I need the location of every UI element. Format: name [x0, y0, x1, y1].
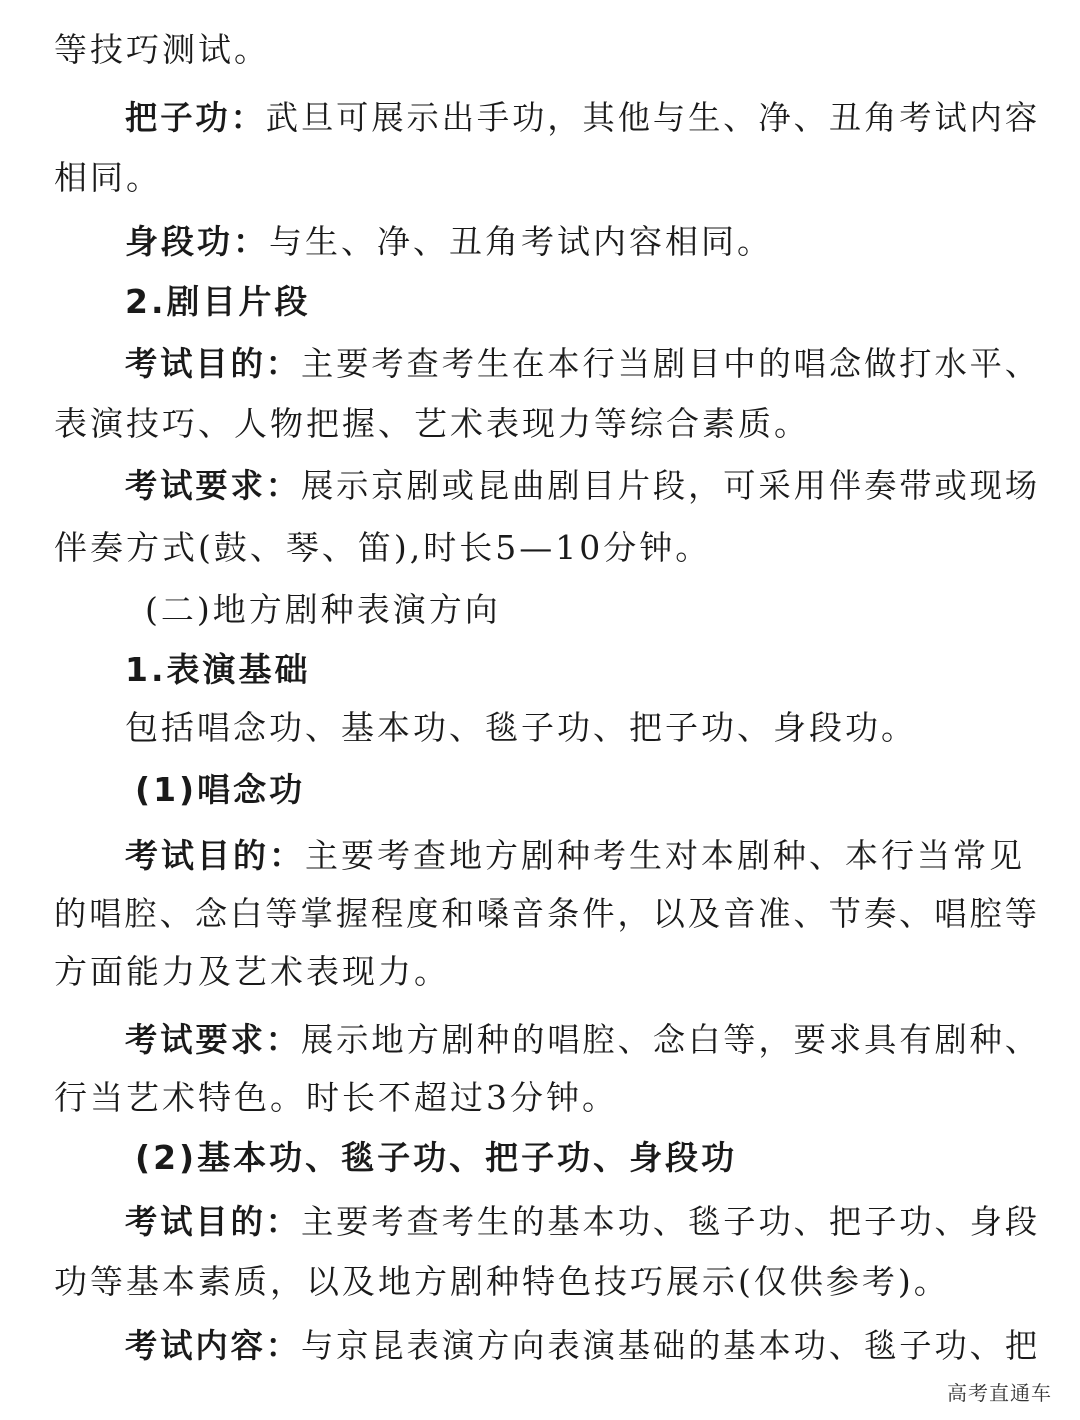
term-label: 考试目的： [125, 1202, 301, 1241]
body-text: 相同。 [54, 158, 162, 197]
paragraph-line [125, 98, 1040, 138]
body-text: 主要考查考生的基本功、毯子功、把子功、身段 [300, 1202, 1041, 1241]
heading-text: 2.剧目片段 [125, 282, 311, 321]
paragraph-line [54, 404, 810, 444]
term-label: 考试目的： [125, 344, 301, 383]
paragraph-line [54, 1262, 950, 1302]
body-text: 等技巧测试。 [54, 30, 270, 69]
term-label: 考试目的： [125, 836, 305, 875]
paragraph-line [54, 528, 711, 568]
body-text: 展示地方剧种的唱腔、念白等，要求具有剧种、 [300, 1020, 1041, 1059]
term-label: 身段功： [125, 222, 269, 261]
section-heading [135, 770, 305, 810]
body-text: 功等基本素质，以及地方剧种特色技巧展示(仅供参考)。 [54, 1262, 950, 1301]
term-label: 考试要求： [125, 466, 301, 505]
body-text: 表演技巧、人物把握、艺术表现力等综合素质。 [54, 404, 810, 443]
paragraph-line [125, 836, 1025, 876]
term-label: 把子功： [125, 98, 266, 137]
body-text: 武旦可展示出手功，其他与生、净、丑角考试内容 [265, 98, 1041, 137]
paragraph-line [125, 1020, 1040, 1060]
section-heading [145, 590, 501, 630]
paragraph-line [54, 894, 1040, 934]
body-text: 与京昆表演方向表演基础的基本功、毯子功、把 [300, 1326, 1041, 1365]
heading-text: (二)地方剧种表演方向 [145, 590, 501, 629]
body-text: 与生、净、丑角考试内容相同。 [269, 222, 773, 261]
body-text: 包括唱念功、基本功、毯子功、把子功、身段功。 [125, 708, 917, 747]
paragraph-line [54, 30, 270, 70]
paragraph-line [125, 466, 1040, 506]
term-label: 考试要求： [125, 1020, 301, 1059]
body-text: 方面能力及艺术表现力。 [54, 952, 450, 991]
paragraph-line [54, 1078, 618, 1118]
body-text: 展示京剧或昆曲剧目片段，可采用伴奏带或现场 [300, 466, 1041, 505]
term-label: 考试内容： [125, 1326, 301, 1365]
paragraph-line [125, 344, 1040, 384]
body-text: 主要考查地方剧种考生对本剧种、本行当常见 [305, 836, 1025, 875]
watermark-text: 高考直通车 [947, 1381, 1052, 1405]
body-text: 的唱腔、念白等掌握程度和嗓音条件，以及音准、节奏、唱腔等 [54, 894, 1041, 933]
paragraph-line [54, 158, 162, 198]
heading-text: (2)基本功、毯子功、把子功、身段功 [135, 1138, 738, 1177]
paragraph-line [125, 222, 773, 262]
paragraph-line [54, 952, 450, 992]
section-heading [135, 1138, 737, 1178]
body-text: 行当艺术特色。时长不超过3分钟。 [54, 1078, 618, 1117]
section-heading [125, 282, 311, 322]
paragraph-line [125, 1326, 1040, 1366]
heading-text: (1)唱念功 [135, 770, 306, 809]
body-text: 主要考查考生在本行当剧目中的唱念做打水平、 [300, 344, 1041, 383]
section-heading [125, 650, 311, 690]
body-text: 伴奏方式(鼓、琴、笛),时长5—10分钟。 [54, 528, 712, 567]
paragraph-line [125, 1202, 1040, 1242]
heading-text: 1.表演基础 [125, 650, 311, 689]
paragraph-line [125, 708, 917, 748]
